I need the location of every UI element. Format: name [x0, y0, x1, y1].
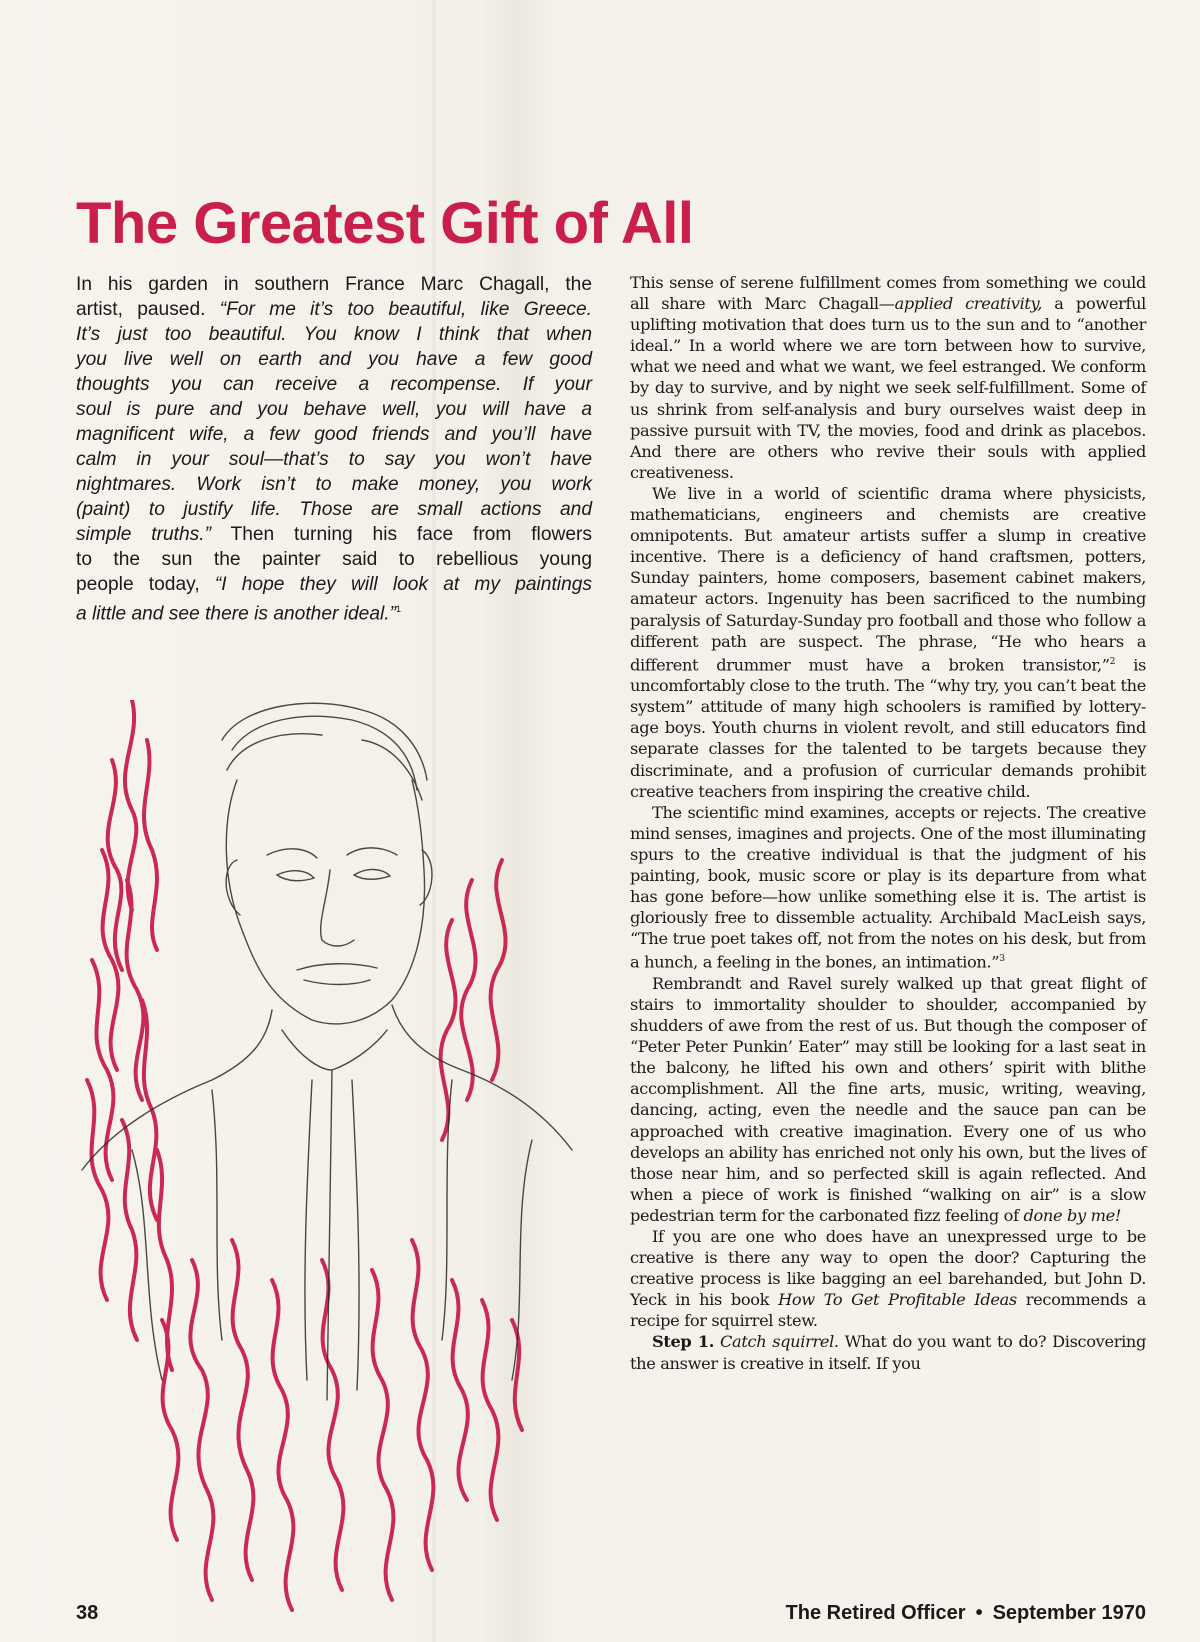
intro-line — [76, 347, 592, 372]
intro-line — [76, 547, 592, 572]
body-paragraph — [630, 973, 1146, 1226]
intro-text: people today, — [76, 574, 215, 595]
publication-name: The Retired Officer — [785, 1602, 966, 1624]
intro-line — [76, 372, 592, 397]
intro-text: to the sun the painter said to rebellious young — [76, 549, 592, 570]
body-paragraph — [630, 802, 1146, 973]
intro-line — [76, 422, 592, 447]
intro-text: In his garden in southern France Marc Chagall, the — [76, 274, 592, 295]
article-body — [630, 272, 1146, 1374]
body-text: recommends a recipe for squirrel stew. — [630, 1290, 1146, 1331]
body-text: We live in a world of scientific drama where physicists, mathematicians, engineers and chemists are creative omnipotents. But amateur artists suffer a slump in creative incentive. There is a deficiency of hand craftsmen, potters, Sunday painters, home composers, basement cabinet makers, amateur actors. Ingenuity has been sacrificed to the numbing paralysis of Saturday-Sunday pro football and those who follow a different path are suspect. The phrase, “He who hears a different drummer must have a broken transistor,” — [630, 483, 1146, 675]
emphasis-text: Catch squirrel. — [719, 1332, 839, 1352]
body-text: What do you want to do? Discovering the answer is creative in itself. If you — [630, 1332, 1146, 1373]
intro-line — [76, 272, 592, 297]
intro-line — [76, 572, 592, 597]
intro-quote: soul is pure and you behave well, you will have a — [76, 399, 592, 420]
emphasis-text: How To Get Profitable Ideas — [778, 1290, 1017, 1310]
chagall-portrait-illustration — [72, 700, 592, 1640]
intro-quote: It’s just too beautiful. You know I think that when — [76, 324, 592, 345]
body-text: is uncomfortably close to the truth. The “why try, you can’t beat the system” attitude of many high schoolers is ramified by lottery-age boys. Youth churns in violent revolt, and still educators find separate classes for the talented to be targets because they discriminate, and a profusion of curricular demands prohibit creative teachers from inspiring the creative child. — [630, 655, 1146, 801]
body-text: Rembrandt and Ravel surely walked up that great flight of stairs to immortality shoulder to shoulder, accompanied by shudders of awe from the rest of us. But though the composer of “Peter Peter Punkin’ Eater” may still be looking for a last seat in the balcony, he lifted his own and others’ spirit with blithe accomplishment. All the fine arts, music, writing, weaving, dancing, acting, even the needle and the sauce pan can be approached with creative imagination. Every one of us who develops an ability has enriched not only his own, but the lives of those near him, and so perfected skill is again reflected. And when a piece of work is finished “walking on air” is a slow pedestrian term for the carbonated fizz feeling of — [630, 973, 1146, 1225]
intro-line — [76, 397, 592, 422]
intro-line — [76, 297, 592, 322]
article-title: The Greatest Gift of All — [76, 191, 694, 256]
separator-dot: • — [975, 1602, 983, 1624]
intro-text: Then turning his face from flowers — [211, 524, 592, 545]
intro-quote: you live well on earth and you have a few good — [76, 349, 592, 370]
body-paragraph — [630, 1226, 1146, 1331]
intro-text: artist, paused. — [76, 299, 220, 320]
intro-line — [76, 497, 592, 522]
body-text: If you are one who does have an unexpressed urge to be creative is there any way to open the door? Capturing the creative process is like bagging an eel barehanded, but John D. Yeck in his book — [630, 1227, 1146, 1310]
intro-quote: “I hope they will look at my paintings — [214, 574, 593, 595]
footnote-marker: 3 — [999, 954, 1005, 965]
intro-quote: a little and see there is another ideal.” — [76, 603, 396, 625]
emphasis-text: applied creativity, — [894, 294, 1042, 314]
intro-line — [76, 472, 592, 497]
intro-line — [76, 597, 592, 626]
intro-line — [76, 447, 592, 472]
intro-quote: magnificent wife, a few good friends and you’ll have — [76, 424, 592, 445]
intro-quote: “For me it’s too beautiful, like Greece. — [219, 299, 592, 320]
body-text: a powerful uplifting motivation that does turn us to the sun and to “another ideal.” In a world where we are torn between how to survive, what we need and what we want, we feel estranged. We conform by day to survive, and by night we seek self-fulfillment. Some of us shrink from self-analysis and bury ourselves waist deep in passive pursuit with TV, the movies, food and drink as placebos. And there are others who revive their souls with applied creativeness. — [630, 294, 1147, 482]
intro-line — [76, 522, 592, 547]
intro-quote: simple truths.” — [76, 524, 211, 545]
intro-quote: thoughts you can receive a recompense. If your — [76, 374, 592, 395]
intro-line — [76, 322, 592, 347]
publication-footer — [786, 1602, 1146, 1625]
body-text: The scientific mind examines, accepts or rejects. The creative mind senses, imagines and projects. One of the most illuminating spurs to the creative individual is that the judgment of his painting, book, music score or play is its departure from what has gone before—how unlike something else it is. The artist is gloriously free to dissemble actuality. Archibald MacLeish says, “The true poet takes off, not from the notes on his desk, but from a hunch, a feeling in the bones, an intimation.” — [630, 802, 1146, 972]
issue-date: September 1970 — [992, 1602, 1146, 1624]
body-paragraph — [630, 272, 1146, 483]
page-number: 38 — [76, 1602, 99, 1624]
body-paragraph — [630, 1331, 1146, 1373]
intro-quote: (paint) to justify life. Those are small actions and — [76, 499, 592, 520]
intro-quote: nightmares. Work isn’t to make money, you work — [76, 474, 592, 495]
step-label: Step 1. — [652, 1332, 715, 1352]
footnote-marker: 2 — [1109, 656, 1116, 667]
article-intro — [76, 272, 592, 626]
emphasis-text: done by me! — [1023, 1205, 1122, 1225]
intro-quote: calm in your soul—that’s to say you won’t have — [76, 449, 592, 470]
body-paragraph — [630, 483, 1146, 802]
body-text: This sense of serene fulfillment comes from something we could all share with Marc Chagall— — [630, 273, 1146, 314]
footnote-marker: 1 — [396, 604, 402, 614]
